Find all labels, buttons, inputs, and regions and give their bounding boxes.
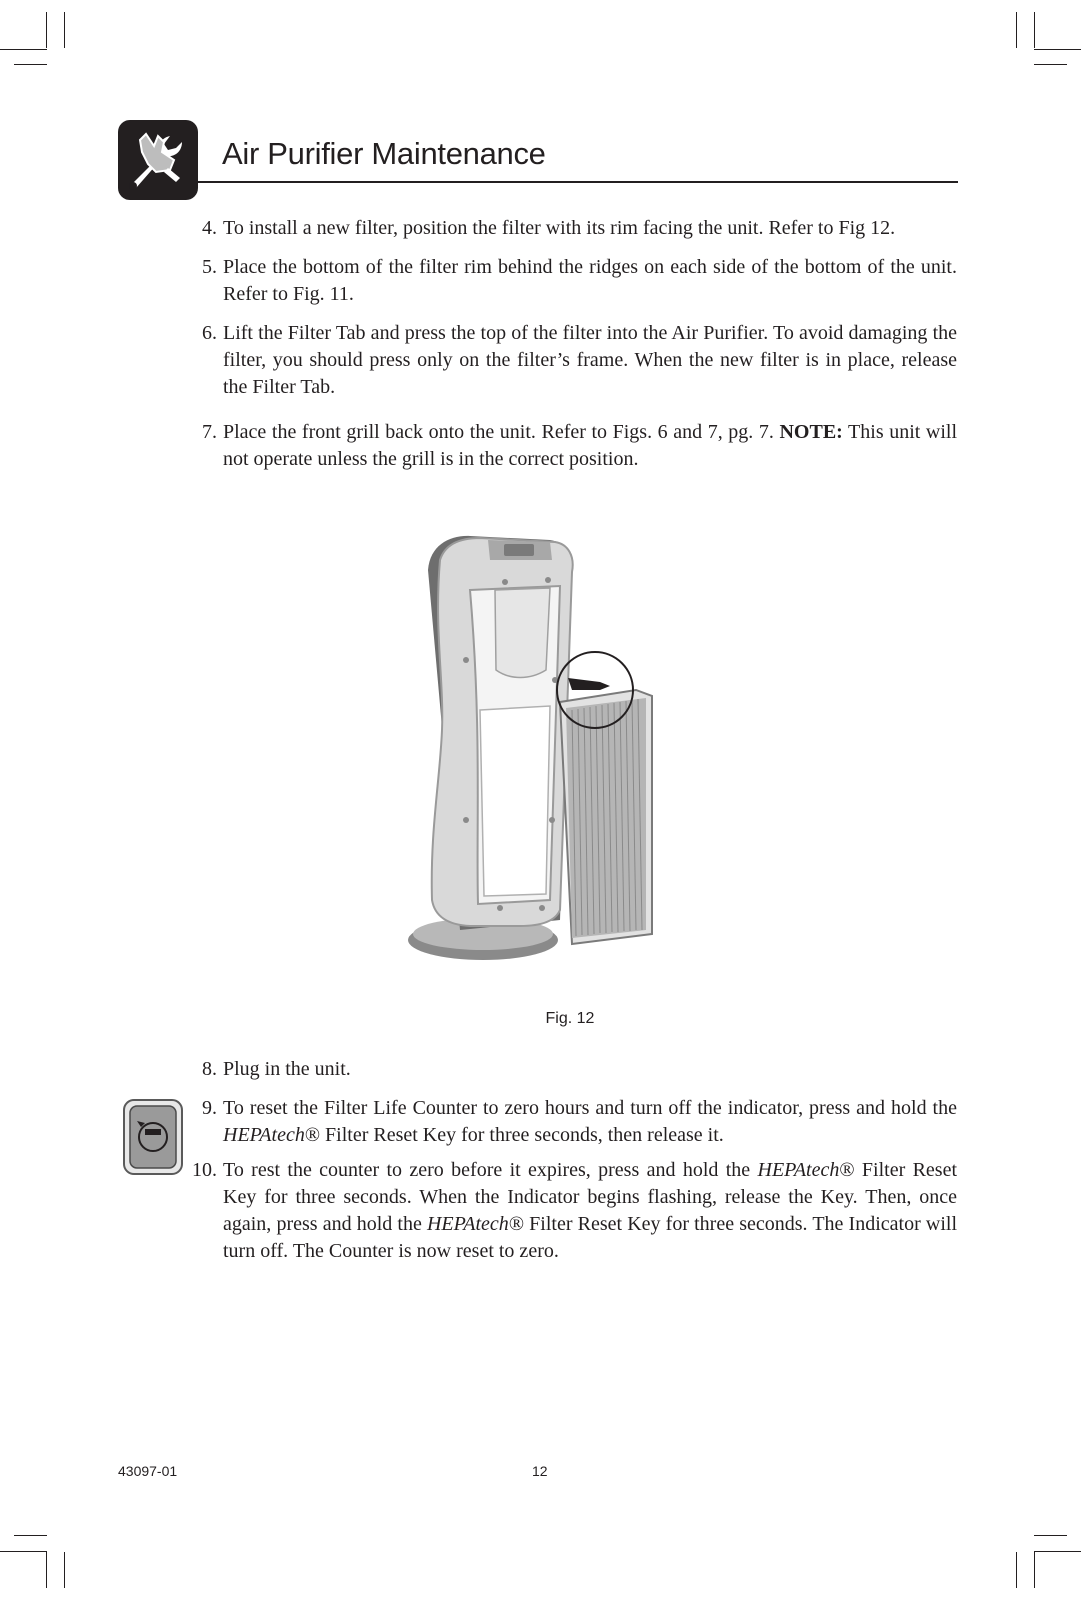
brand-name: HEPAtech: [223, 1124, 305, 1146]
registered-mark: ®: [839, 1159, 855, 1181]
list-item: 8. Plug in the unit.: [202, 1058, 351, 1080]
list-item: 6. Lift the Filter Tab and press the top of the filter into the Air Purifier. To avoid damaging the filter, you should press only on the filter’s frame. When the new filter is in place, release the Filter Tab.: [202, 322, 957, 398]
list-item: 5. Place the bottom of the filter rim behind the ridges on each side of the bottom of the unit. Refer to Fig. 11.: [202, 256, 957, 305]
list-item: 9. To reset the Filter Life Counter to zero hours and turn off the indicator, press and hold the HEPAtech® Filter Reset Key for three seconds, then release it.: [202, 1097, 957, 1146]
list-item: 4. To install a new filter, position the filter with its rim facing the unit. Refer to Fig 12.: [202, 217, 896, 239]
registered-mark: ®: [508, 1213, 525, 1235]
note-label: NOTE:: [779, 421, 843, 443]
brand-name: HEPAtech: [757, 1159, 840, 1181]
steps-list-bottom: [185, 1056, 957, 1265]
air-purifier-filter-illustration: [400, 530, 690, 980]
brand-name: HEPAtech: [426, 1213, 509, 1235]
page-number: 12: [532, 1463, 548, 1479]
filter-reset-key-icon: [123, 1099, 183, 1175]
maintenance-tools-icon: [118, 120, 198, 200]
list-item: 10. To rest the counter to zero before it expires, press and hold the HEPAtech® Filter Reset Key for three seconds. When the Indicator begins flashing, release the Key. Then, once again, press and hold the HEPAtech® Filter Reset Key for three seconds. The Indicator will turn off. The Counter is now reset to zero.: [192, 1159, 958, 1262]
steps-list-top: [185, 215, 957, 473]
document-number: 43097-01: [118, 1463, 178, 1479]
figure-caption: Fig. 12: [545, 1010, 595, 1027]
registered-mark: ®: [304, 1124, 321, 1146]
page-title: Air Purifier Maintenance: [222, 136, 546, 171]
list-item: 7. Place the front grill back onto the unit. Refer to Figs. 6 and 7, pg. 7. NOTE: This unit will not operate unless the grill is in the correct position.: [202, 421, 958, 470]
title-underline: [198, 181, 958, 183]
